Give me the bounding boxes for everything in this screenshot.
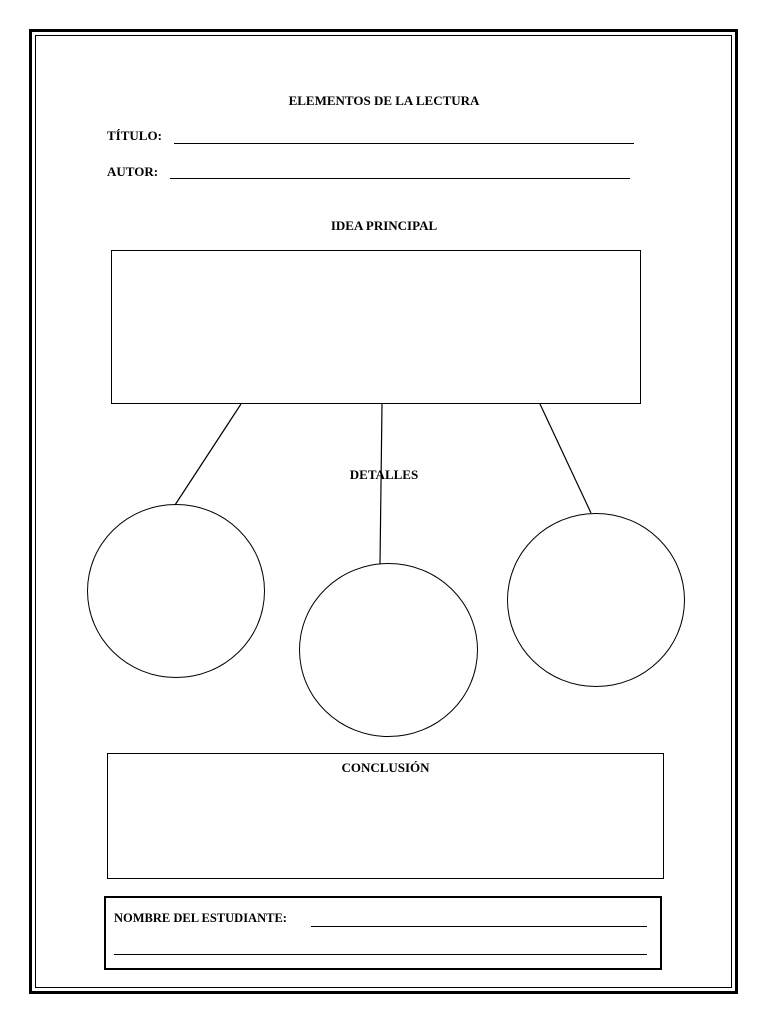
student-name-label: NOMBRE DEL ESTUDIANTE: — [114, 911, 287, 925]
student-name-line-2[interactable] — [114, 954, 647, 955]
titulo-label: TÍTULO: — [107, 128, 162, 143]
connector-line-center — [380, 404, 382, 564]
student-name-box — [104, 896, 662, 970]
details-label: DETALLES — [349, 467, 419, 482]
main-idea-label: IDEA PRINCIPAL — [330, 218, 438, 233]
conclusion-label: CONCLUSIÓN — [341, 760, 430, 775]
detail-circle-center[interactable] — [299, 563, 478, 737]
student-name-line-1[interactable] — [311, 926, 647, 927]
connector-line-right — [540, 404, 591, 513]
autor-label: AUTOR: — [107, 164, 159, 179]
worksheet-title: ELEMENTOS DE LA LECTURA — [288, 93, 480, 108]
detail-circle-left[interactable] — [87, 504, 265, 678]
connector-line-left — [175, 404, 241, 505]
detail-circle-right[interactable] — [507, 513, 685, 687]
